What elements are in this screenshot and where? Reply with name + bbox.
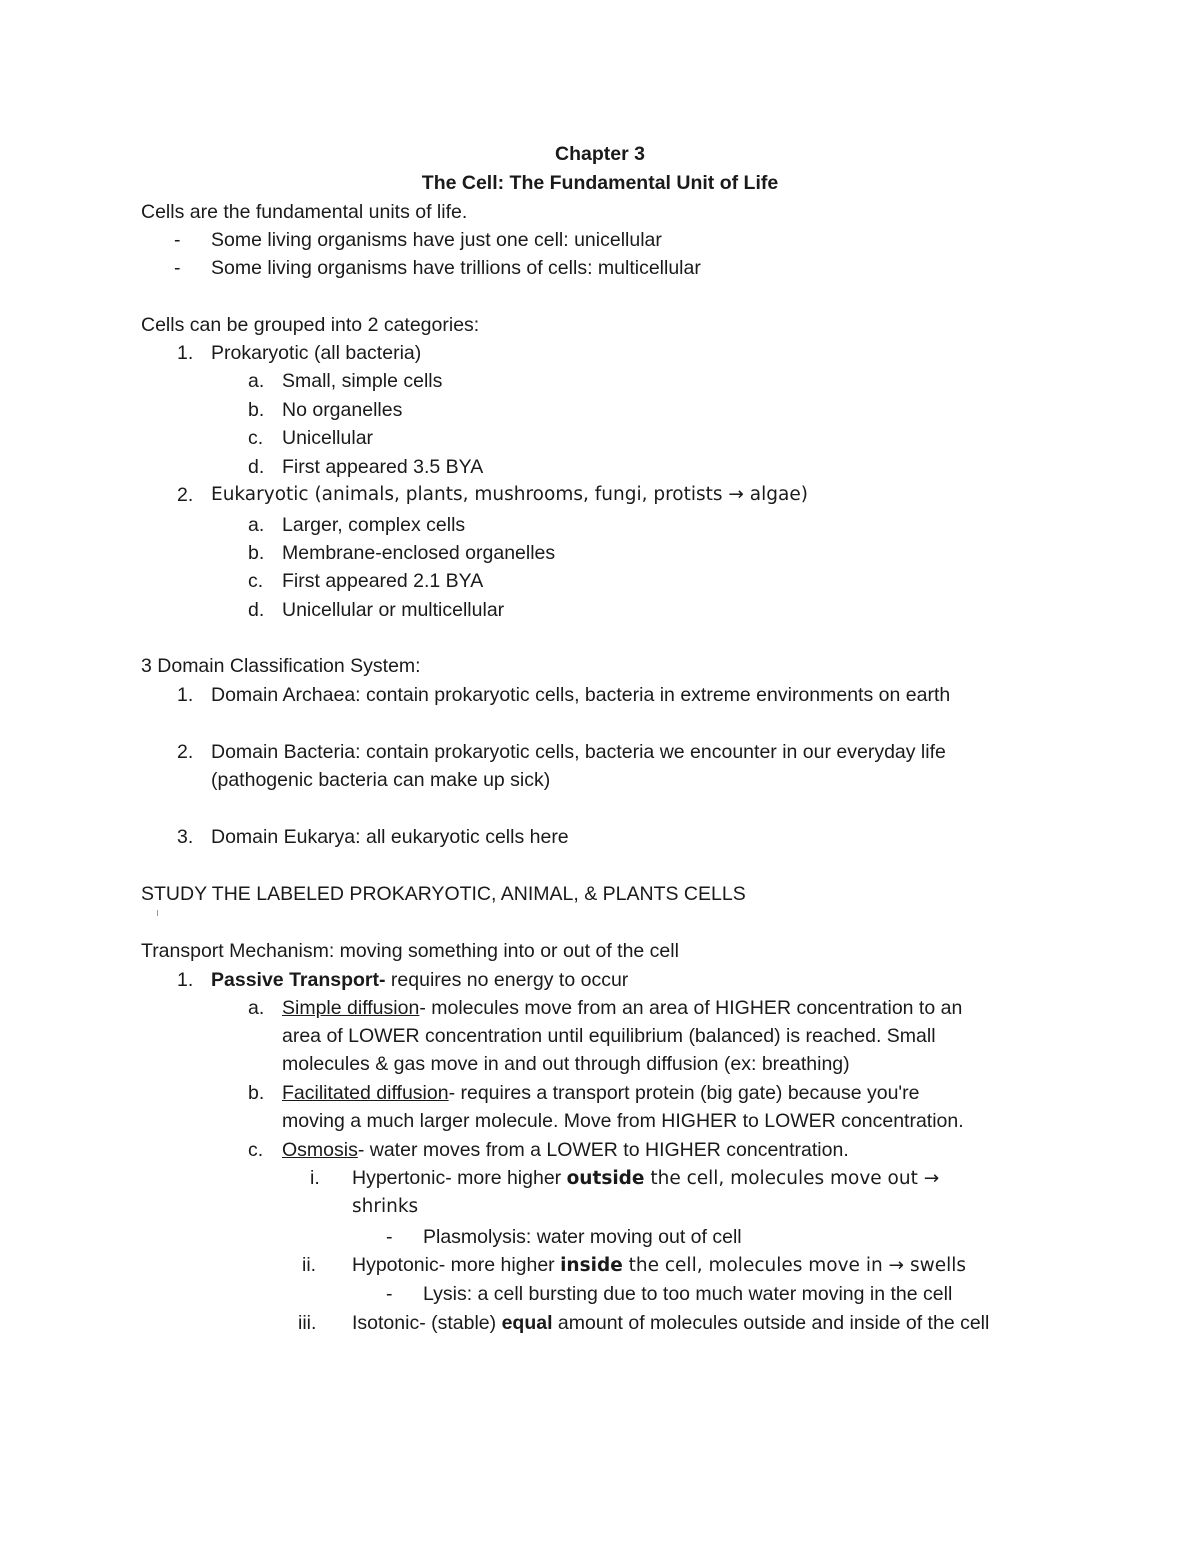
list-marker: b. [248,542,265,564]
facilitated-diffusion-desc: - requires a transport protein (big gate) because you're [448,1082,920,1104]
list-item: First appeared 3.5 BYA [282,456,484,478]
domain-archaea: Domain Archaea: contain prokaryotic cells, bacteria in extreme environments on earth [211,684,951,706]
bullet-dash: - [386,1226,393,1248]
facilitated-diffusion-term: Facilitated diffusion [282,1082,449,1104]
facilitated-diffusion-line [282,1081,919,1105]
hypotonic-pre: Hypotonic- more higher [352,1254,561,1276]
hypertonic-post: the cell, molecules move out → [644,1168,940,1189]
list-marker: b. [248,1082,265,1104]
list-item: Unicellular [282,427,374,449]
categories-lead: Cells can be grouped into 2 categories: [141,314,480,336]
list-item: First appeared 2.1 BYA [282,570,484,592]
list-item: Membrane-enclosed organelles [282,542,556,564]
study-note: STUDY THE LABELED PROKARYOTIC, ANIMAL, & PLANTS CELLS [141,883,746,905]
list-marker: a. [248,997,265,1019]
bullet-dash: - [386,1283,393,1305]
plasmolysis-note: Plasmolysis: water moving out of cell [423,1226,742,1248]
bullet-dash: - [174,257,181,279]
intro-bullet: Some living organisms have just one cell: unicellular [211,229,662,251]
list-marker: 2. [177,484,194,506]
domain-bacteria: Domain Bacteria: contain prokaryotic cells, bacteria we encounter in our everyday life [211,741,946,763]
list-item: Larger, complex cells [282,514,466,536]
isotonic-pre: Isotonic- (stable) [352,1312,502,1334]
hypertonic-line [352,1166,939,1191]
list-marker: 1. [177,684,194,706]
list-marker: d. [248,456,265,478]
passive-transport-line [211,968,628,992]
hypertonic-cont: shrinks [352,1196,419,1217]
list-marker: c. [248,1139,264,1161]
list-marker: 3. [177,826,194,848]
intro-bullet: Some living organisms have trillions of cells: multicellular [211,257,701,279]
lysis-note: Lysis: a cell bursting due to too much water moving in the cell [423,1283,953,1305]
list-marker: 2. [177,741,194,763]
simple-diffusion-cont: molecules & gas move in and out through diffusion (ex: breathing) [282,1053,850,1075]
intro-lead: Cells are the fundamental units of life. [141,201,468,223]
list-marker: 1. [177,342,194,364]
domain-bacteria-cont: (pathogenic bacteria can make up sick) [211,769,551,791]
list-marker: 1. [177,969,194,991]
list-marker: a. [248,514,265,536]
list-item: Small, simple cells [282,370,443,392]
isotonic-bold: equal [501,1312,553,1334]
category-eukaryotic: Eukaryotic (animals, plants, mushrooms, fungi, protists → algae) [211,484,808,505]
list-marker: ii. [302,1254,317,1276]
facilitated-diffusion-cont: moving a much larger molecule. Move from HIGHER to LOWER concentration. [282,1110,964,1132]
list-marker: d. [248,599,265,621]
hypotonic-line [352,1253,966,1278]
list-item: No organelles [282,399,403,421]
domains-lead: 3 Domain Classification System: [141,655,421,677]
transport-lead: Transport Mechanism: moving something into or out of the cell [141,940,679,962]
list-marker: c. [248,570,264,592]
list-item: Unicellular or multicellular [282,599,505,621]
passive-transport-desc: requires no energy to occur [385,969,629,991]
osmosis-term: Osmosis [282,1139,358,1161]
osmosis-line [282,1138,849,1162]
category-prokaryotic: Prokaryotic (all bacteria) [211,342,422,364]
stray-mark [157,910,158,916]
list-marker: i. [310,1167,320,1189]
chapter-heading: Chapter 3 [555,143,645,165]
isotonic-post: amount of molecules outside and inside of the cell [552,1312,990,1334]
simple-diffusion-line [282,996,962,1020]
list-marker: c. [248,427,264,449]
isotonic-line [352,1311,989,1335]
chapter-title: The Cell: The Fundamental Unit of Life [421,172,779,194]
passive-transport-title: Passive Transport- [211,969,386,991]
hypotonic-post: the cell, molecules move in → swells [622,1255,967,1276]
list-marker: iii. [298,1312,317,1334]
bullet-dash: - [174,229,181,251]
simple-diffusion-term: Simple diffusion [282,997,420,1019]
hypotonic-bold: inside [560,1255,623,1276]
osmosis-desc: - water moves from a LOWER to HIGHER concentration. [357,1139,849,1161]
simple-diffusion-cont: area of LOWER concentration until equilibrium (balanced) is reached. Small [282,1025,936,1047]
hypertonic-bold: outside [566,1168,645,1189]
simple-diffusion-desc: - molecules move from an area of HIGHER concentration to an [419,997,963,1019]
list-marker: a. [248,370,265,392]
list-marker: b. [248,399,265,421]
domain-eukarya: Domain Eukarya: all eukaryotic cells here [211,826,569,848]
hypertonic-pre: Hypertonic- more higher [352,1167,567,1189]
